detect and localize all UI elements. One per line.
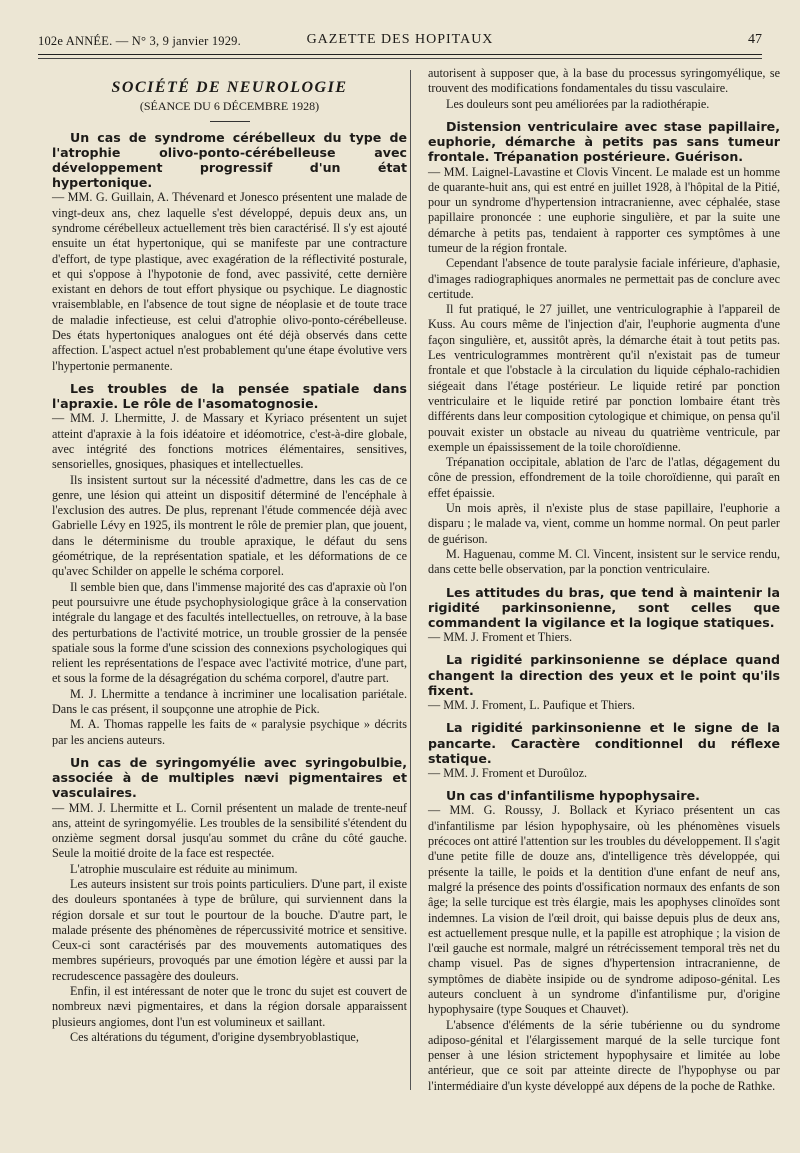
article-paragraph: Ces altérations du tégument, d'origine dysembryoblastique, [70, 1029, 359, 1044]
article-paragraph: — MM. G. Guillain, A. Thévenard et Jonesco présentent une malade de vingt-deux ans, chez laquelle s'est développé, depuis deux ans, un syndrome cérébelleux actuellement très bien caractérisé. Il s'y est ajouté ensuite un état hypertonique, qui se manifeste par une contracture d'effort, de type plastique, avec exagération de la réflectivité posturale, et qui s'oppose à l'hypotonie de fond, avec passivité, cette dernière existant en dehors de tout effort physique ou psychique. Le diagnostic vraisemblable, en l'absence de tout signe de néoplasie et de toute trace de maladie infectieuse, est celui d'atrophie olivo-ponto-cérébelleuse. Des états hypertoniques analogues ont été déjà observés dans cette affection. L'aspect actuel n'est probablement qu'une étape évolutive vers l'hypertonie permanente. [52, 190, 407, 373]
article [52, 755, 407, 1045]
article-paragraph: Cependant l'absence de toute paralysie faciale inférieure, d'aphasie, d'images radiographiques anormales ne permettait pas de conclure avec certitude. [428, 256, 780, 301]
columns [38, 66, 780, 1133]
article-title: Les troubles de la pensée spatiale dans l'apraxie. Le rôle de l'asomatognosie. [52, 380, 407, 412]
article [52, 381, 407, 748]
article-paragraph: autorisent à supposer que, à la base du processus syringomyélique, se trouvent des modifications fondamentales du tissu vasculaire. [428, 66, 780, 96]
article-paragraph: Enfin, il est intéressant de noter que le tronc du sujet est couvert de nombreux nævi pigmentaires, et dans la région dorsale apparaissent plusieurs angiomes, dont l'un est volumineux et saillant. [52, 984, 407, 1029]
article-paragraph: — MM. J. Lhermitte, J. de Massary et Kyriaco présentent un sujet atteint d'apraxie à la fois idéatoire et idéomotrice, c'est-à-dire globale, avec intégrité des fonctions motrices élémentaires, sensitives, sensorielles, gnosiques, phasiques et intellectuelles. [52, 411, 407, 472]
article-paragraph: Trépanation occipitale, ablation de l'arc de l'atlas, dégagement du cône de pression, effondrement de la toile choroïdienne, qui paraît en effet épaissie. [428, 455, 780, 500]
article-paragraph: — MM. J. Lhermitte et L. Cornil présentent un malade de trente-neuf ans, atteint de syringomyélie. Les troubles de la sensibilité s'étendent du onzième segment dorsal jusqu'au sommet du crâne du côté gauche. Seule la moitié droite de la face est respectée. [52, 800, 407, 861]
article-title: Un cas d'infantilisme hypophysaire. [446, 788, 700, 804]
article-paragraph: Il fut pratiqué, le 27 juillet, une ventriculographie à l'appareil de Kuss. Au cours même de l'injection d'air, l'euphorie augmenta d'une façon singulière, et, aussitôt après, la démarche était à tout petits pas. Les ventriculogrammes montrèrent qu'il n'existait pas de tumeur frontale et que l'obstacle à la circulation du liquide céphalo-rachidien siégeait dans l'étage postérieur. Le liquide retiré par ponction ventriculaire et le liquide retiré par ponction lombaire étant très différents dans leur composition cytologique et chimique, on pensa qu'il pouvait exister un obstacle au niveau du quatrième ventricule, par exemple un épaississement de la toile choroïdienne. [428, 302, 780, 454]
publication-title: GAZETTE DES HOPITAUX [306, 32, 494, 47]
article-title: Un cas de syndrome cérébelleux du type de l'atrophie olivo-ponto-cérébelleuse avec développement progressif d'un état hypertonique. [52, 129, 407, 191]
article-paragraph: M. A. Thomas rappelle les faits de « paralysie psychique » décrits par les anciens auteurs. [52, 717, 407, 747]
article-title: Distension ventriculaire avec stase papillaire, euphorie, démarche à petits pas sans tumeur frontale. Trépanation postérieure. Guérison. [428, 118, 780, 165]
article [52, 130, 407, 374]
article-paragraph: — MM. G. Roussy, J. Bollack et Kyriaco présentent un cas d'infantilisme par lésion hypophysaire, où les phénomènes visuels précoces ont attiré l'attention sur les troubles du développement. Il s'agit d'une petite fille de douze ans, d'intelligence très développée, qui présente la taille, le poids et la dentition d'une enfant de neuf ans, malgré la présence des points d'ossification normaux des enfants de son âge; la selle turcique est très élargie, mais les apophyses clinoïdes sont indemnes. La vision de l'œil droit, qui baisse depuis plus de deux ans, est actuellement presque nulle, et la papille est atrophique ; la vision de l'œil gauche est normale, malgré un rétrécissement temporal très net du champ visuel. Pas de signes d'hypertension intracranienne, de symptômes de diabète insipide ou de syndrome adiposo-génital. Les auteurs concluent à un syndrome d'infantilisme pur, d'origine hypophysaire (type Souques et Chauvet). [428, 803, 780, 1017]
article-paragraph: L'absence d'éléments de la série tubérienne ou du syndrome adiposo-génital et l'élargissement marqué de la selle turcique font penser à une lésion strictement hypophysaire et limitée au lobe antérieur, que ce soit par atteinte directe de l'hypophyse ou par l'intermédiaire d'un kyste développé aux dépens de la poche de Rathke. [428, 1017, 780, 1093]
section-title: SOCIÉTÉ DE NEUROLOGIE [111, 79, 348, 96]
article-title: Un cas de syringomyélie avec syringobulbie, associée à de multiples nævi pigmentaires et vasculaires. [52, 754, 407, 801]
issue-info: 102e ANNÉE. — N° 3, 9 janvier 1929. [38, 34, 241, 48]
article-paragraph: — MM. J. Froment et Duroûloz. [428, 765, 588, 780]
article [428, 585, 780, 646]
article [428, 119, 780, 578]
article-title: La rigidité parkinsonienne et le signe de la pancarte. Caractère conditionnel du réflexe statique. [428, 720, 780, 766]
article-paragraph: Les auteurs insistent sur trois points particuliers. D'une part, il existe des douleurs spontanées à type de brûlure, qui surviennent dans la région dorsale et sur tout le pourtour de la bouche. D'autre part, le malade présente des phénomènes de répercussivité motrice et sensitive. Ceux-ci sont caractérisés par des mouvements automatiques des membres supérieurs, provoqués par une émotion légère et aussi par la recrudescence passagère des douleurs. [52, 877, 407, 983]
article-title: Les attitudes du bras, que tend à maintenir la rigidité parkinsonienne, sont celles que commandent la vigilance et la logique statiques. [428, 584, 780, 630]
article-title: La rigidité parkinsonienne se déplace quand changent la direction des yeux et le point qu'ils fixent. [428, 652, 780, 698]
article-paragraph: Ils insistent surtout sur la nécessité d'admettre, dans les cas de ce genre, une lésion qui atteint un dispositif déterminé de l'encéphale à l'exclusion des autres. De plus, reprenant l'étude commencée déjà avec Gabrielle Lévy en 1925, ils montrent le rôle de premier plan, que jouent, dans le déterminisme du trouble apraxique, le défaut du sens géométrique, de la représentation spatiale, et les déformations de ce qu'avec Schilder on appelle le schéma corporel. [52, 472, 407, 579]
section-session: (SÉANCE DU 6 DÉCEMBRE 1928) [139, 99, 320, 114]
article-paragraph: — MM. Laignel-Lavastine et Clovis Vincent. Le malade est un homme de quarante-huit ans, qui est entré en juillet 1928, à l'hôpital de la Pitié, pour un syndrome d'hypertension intracranienne, avec céphalée, stase papillaire prononcée : une euphorie singulière, et par la suite une démarche à petits pas, tendaient à rapporter ces symptômes à une tumeur de la région frontale. [428, 164, 780, 255]
column-separator [410, 70, 411, 1090]
article-paragraph: Les douleurs sont peu améliorées par la radiothérapie. [446, 96, 710, 111]
article [428, 66, 780, 112]
left-column [52, 66, 407, 1045]
right-column [428, 66, 780, 1094]
article-paragraph: Un mois après, il n'existe plus de stase papillaire, l'euphorie a disparu ; le malade va, vient, comme un homme normal. On peut parler de guérison. [428, 501, 780, 546]
article-paragraph: L'atrophie musculaire est réduite au minimum. [70, 861, 298, 876]
article-paragraph: M. Haguenau, comme M. Cl. Vincent, insistent sur le service rendu, dans cette belle observation, par la ponction ventriculaire. [428, 546, 780, 577]
article-paragraph: — MM. J. Froment et Thiers. [428, 630, 572, 645]
article [428, 720, 780, 781]
header-rule-thin [38, 58, 762, 59]
header-rule [38, 54, 762, 55]
article [428, 788, 780, 1094]
article [428, 652, 780, 713]
page-number: 47 [748, 32, 762, 47]
section-divider [210, 121, 250, 122]
article-paragraph: Il semble bien que, dans l'immense majorité des cas d'apraxie où l'on peut poursuivre une étude psychophysiologique grâce à la conservation intégrale du langage et des facultés intellectuelles, on retrouve, à la base des perturbations de l'activité motrice, un trouble grossier de la pensée spatiale sous la forme d'une scission des connexions psychologiques qui relient les représentations de l'espace avec l'activité motrice, d'une part, et sous la forme de la désagrégation du schéma corporel, d'autre part. [52, 579, 407, 686]
article-paragraph: M. J. Lhermitte a tendance à incriminer une localisation pariétale. Dans le cas présent, il soupçonne une atrophie de Pick. [52, 686, 407, 717]
page-header [38, 30, 762, 50]
article-paragraph: — MM. J. Froment, L. Paufique et Thiers. [428, 698, 635, 713]
